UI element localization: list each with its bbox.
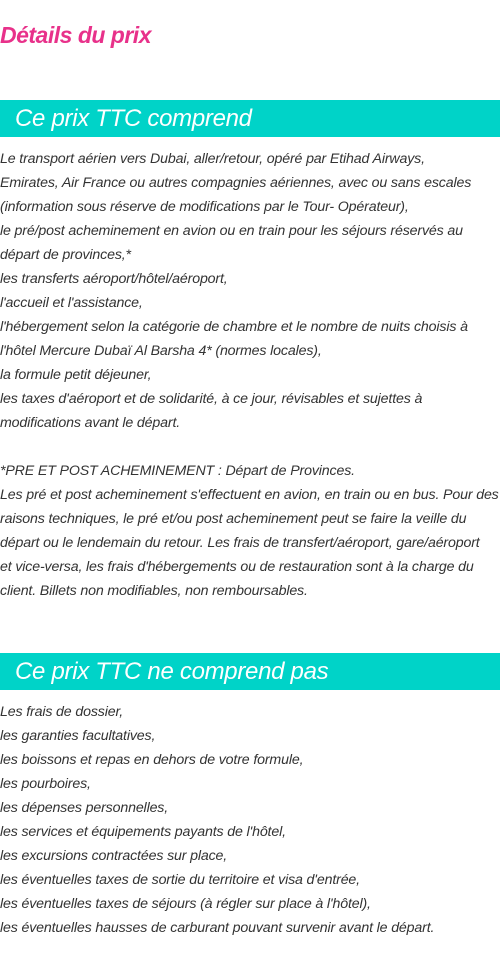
included-line: Le transport aérien vers Dubai, aller/retour, opéré par Etihad Airways, [0, 151, 425, 167]
included-line: l'hôtel Mercure Dubaï Al Barsha 4* (normes locales), [0, 343, 322, 359]
note-line: *PRE ET POST ACHEMINEMENT : Départ de Provinces. [0, 463, 355, 479]
excluded-line: les dépenses personnelles, [0, 800, 169, 816]
excluded-line: les excursions contractées sur place, [0, 848, 228, 864]
note-line: départ ou le lendemain du retour. Les frais de transfert/aéroport, gare/aéroport [0, 535, 480, 551]
included-line: modifications avant le départ. [0, 415, 181, 431]
excluded-line: les garanties facultatives, [0, 728, 156, 744]
excluded-line: Les frais de dossier, [0, 704, 124, 720]
note-line: client. Billets non modifiables, non remboursables. [0, 583, 308, 599]
included-line: la formule petit déjeuner, [0, 367, 152, 383]
acheminement-note [0, 459, 500, 603]
excluded-line: les éventuelles taxes de sortie du territoire et visa d'entrée, [0, 872, 360, 888]
note-line: raisons techniques, le pré et/ou post acheminement peut se faire la veille du [0, 511, 467, 527]
excluded-heading: Ce prix TTC ne comprend pas [0, 653, 500, 690]
note-line: et vice-versa, les frais d'hébergements ou de restauration sont à la charge du [0, 559, 474, 575]
included-line: Emirates, Air France ou autres compagnies aériennes, avec ou sans escales [0, 175, 472, 191]
excluded-line: les services et équipements payants de l'hôtel, [0, 824, 286, 840]
included-list [0, 147, 500, 435]
excluded-line: les éventuelles taxes de séjours (à régler sur place à l'hôtel), [0, 896, 371, 912]
included-line: le pré/post acheminement en avion ou en train pour les séjours réservés au [0, 223, 463, 239]
included-line: départ de provinces,* [0, 247, 131, 263]
included-line: l'hébergement selon la catégorie de chambre et le nombre de nuits choisis à [0, 319, 468, 335]
excluded-line: les éventuelles hausses de carburant pouvant survenir avant le départ. [0, 920, 435, 936]
excluded-line: les pourboires, [0, 776, 91, 792]
excluded-line: les boissons et repas en dehors de votre formule, [0, 752, 304, 768]
page-title: Détails du prix [0, 22, 151, 48]
note-line: Les pré et post acheminement s'effectuent en avion, en train ou en bus. Pour des [0, 487, 499, 503]
included-line: les transferts aéroport/hôtel/aéroport, [0, 271, 228, 287]
excluded-list [0, 700, 500, 940]
included-line: l'accueil et l'assistance, [0, 295, 143, 311]
included-line: (information sous réserve de modifications par le Tour- Opérateur), [0, 199, 409, 215]
included-heading: Ce prix TTC comprend [0, 100, 500, 137]
included-line: les taxes d'aéroport et de solidarité, à ce jour, révisables et sujettes à [0, 391, 423, 407]
